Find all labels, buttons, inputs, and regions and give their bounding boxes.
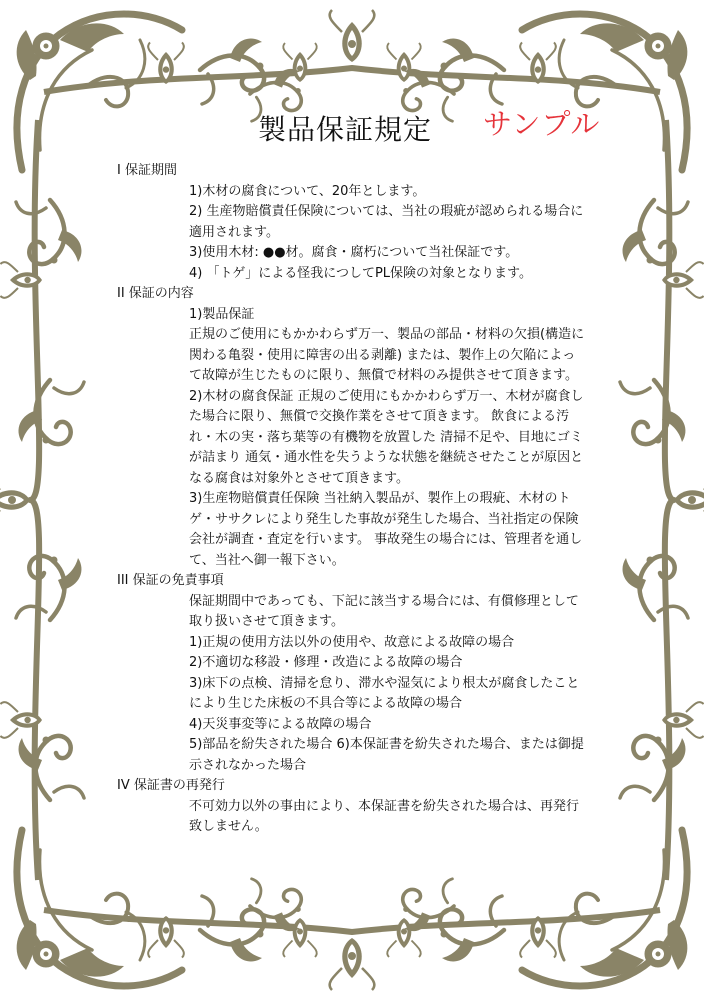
- section-heading: IV 保証書の再発行: [117, 778, 225, 793]
- document-body: [117, 161, 587, 838]
- paragraph: 1)正規の使用方法以外の使用や、故意による故障の場合: [189, 634, 515, 650]
- paragraph: 3)床下の点検、清掃を怠り、滞水や湿気により根太が腐食したことにより生じた床板の不具合等による故障の場合: [189, 675, 580, 711]
- paragraph: 4) 「トゲ」による怪我につしてPL保険の対象となります。: [189, 265, 532, 281]
- section-reissue: [117, 776, 587, 838]
- paragraph: 2) 生産物賠償責任保険については、当社の瑕疵が認められる場合に適用されます。: [189, 204, 584, 240]
- paragraph: 正規のご使用にもかかわらず万一、製品の部品・材料の欠損(構造に関わる亀裂・使用に障害の出る剥離) または、製作上の欠陥によって故障が生じたものに限り、無償で材料のみ提供させて頂きます。: [189, 327, 585, 383]
- section-heading: I 保証期間: [117, 163, 177, 178]
- section-heading: III 保証の免責事項: [117, 573, 224, 588]
- paragraph: 3)使用木材: ●●材。腐食・腐朽について当社保証です。: [189, 245, 519, 260]
- paragraph: 3)生産物賠償責任保険 当社納入製品が、製作上の瑕疵、木材のトゲ・ササクレにより発生した事故が発生した場合、当社指定の保険会社が調査・査定を行います。 事故発生の場合には、管理者を通して、当社へ御一報下さい。: [189, 491, 583, 568]
- paragraph: 4)天災事変等による故障の場合: [189, 716, 372, 732]
- paragraph: 5)部品を紛失された場合 6)本保証書を紛失された場合、または御提示されなかった場合: [189, 737, 584, 773]
- section-heading: II 保証の内容: [117, 286, 194, 301]
- paragraph: 1)木材の腐食について、20年とします。: [189, 183, 426, 199]
- paragraph: 2)木材の腐食保証 正規のご使用にもかかわらず万一、木材が腐食した場合に限り、無償で交換作業をさせて頂きます。 飲食による汚れ・木の実・落ち葉等の有機物を放置した 清掃不足や、目地にゴミが詰まり 通気・通水性を失うような状態を継続させたことが原因となる腐食は対象外とさせて頂きます。: [189, 388, 584, 486]
- paragraph: 1)製品保証: [189, 306, 255, 322]
- section-warranty-period: [117, 161, 587, 284]
- sample-stamp: サンプル: [483, 107, 601, 141]
- paragraph: 保証期間中であっても、下記に該当する場合には、有償修理として取り扱いさせて頂きます。: [189, 593, 579, 629]
- paragraph: 2)不適切な移設・修理・改造による故障の場合: [189, 655, 463, 670]
- section-exemptions: [117, 571, 587, 776]
- paragraph: 不可効力以外の事由により、本保証書を紛失された場合は、再発行致しません。: [189, 798, 580, 834]
- page-title: 製品保証規定: [258, 113, 433, 146]
- section-warranty-contents: [117, 284, 587, 571]
